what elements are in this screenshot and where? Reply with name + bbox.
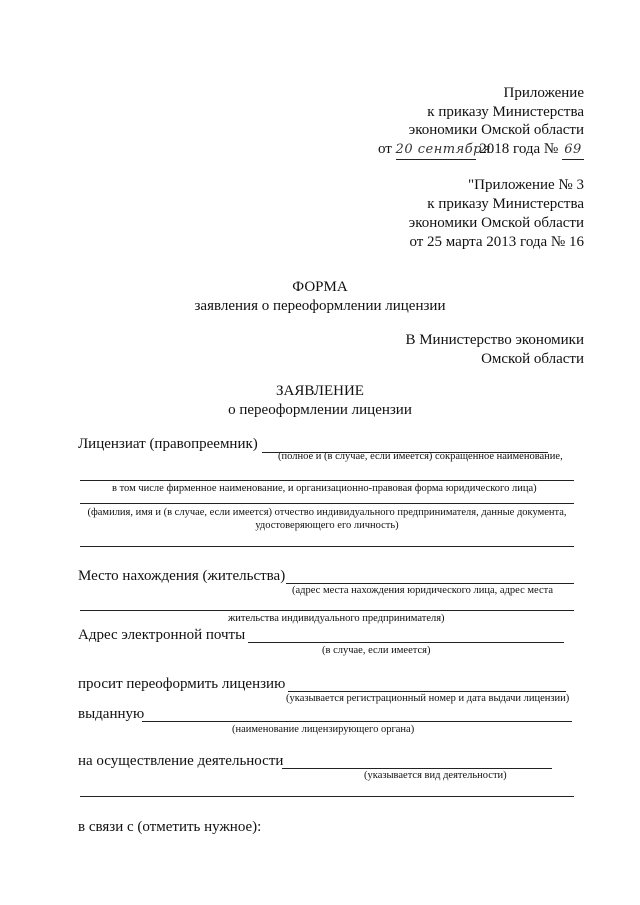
location-label: Место нахождения (жительства) [78,568,286,584]
licensee-input-line-3[interactable] [80,503,574,504]
form-subtitle: заявления о переоформлении лицензии [194,298,446,314]
appendix-block [378,84,584,160]
addressee-line1: В Министерство экономики [405,332,584,348]
email-hint: (в случае, если имеется) [322,645,431,656]
appendix-old-line2: к приказу Министерства [427,196,584,212]
location-input-line-2[interactable] [80,610,574,611]
date-year: 2018 года № [479,140,559,157]
licensee-hint-3: (фамилия, имя и (в случае, если имеется) отчество индивидуального предпринимателя, данные документа, [87,507,567,518]
date-prefix: от [377,140,392,157]
email-input-line[interactable] [248,642,564,643]
form-title-block [0,278,640,316]
licensee-input-line-4[interactable] [80,546,574,547]
statement-title-block [0,382,640,420]
appendix-date [378,140,584,161]
addressee-block [405,331,584,369]
request-label: просит переоформить лицензию [78,676,286,692]
email-label: Адрес электронной почты [78,627,246,643]
request-input-line[interactable] [288,691,566,692]
form-title: ФОРМА [292,279,348,295]
issued-label: выданную [78,706,145,722]
statement-title: ЗАЯВЛЕНИЕ [276,383,364,399]
licensee-hint-2: в том числе фирменное наименование, и организационно-правовая форма юридического лица) [112,483,537,494]
licensee-label: Лицензиат (правопреемник) [78,436,258,452]
appendix-line2: к приказу Министерства [427,103,584,120]
appendix-old-line4: от 25 марта 2013 года № 16 [409,234,584,250]
activity-input-line-2[interactable] [80,796,574,797]
addressee-line2: Омской области [481,351,584,367]
location-hint-2: жительства индивидуального предпринимателя) [228,613,445,624]
activity-hint: (указывается вид деятельности) [364,770,507,781]
licensee-hint-3-block [70,506,584,532]
order-number-handwritten: 69 [562,141,584,161]
licensee-input-line-2[interactable] [80,480,574,481]
statement-subtitle: о переоформлении лицензии [228,402,412,418]
appendix-old-line3: экономики Омской области [408,215,584,231]
appendix-line3: экономики Омской области [408,122,584,138]
issued-hint: (наименование лицензирующего органа) [232,724,415,735]
location-input-line[interactable] [286,583,574,584]
appendix-old-block [409,176,584,252]
licensee-hint-4: удостоверяющего его личность) [255,520,399,531]
appendix-old-line1: "Приложение № 3 [468,177,584,193]
request-hint: (указывается регистрационный номер и дата выдачи лицензии) [286,693,570,704]
date-handwritten: 20 сентября [396,141,476,161]
activity-label: на осуществление деятельности [78,753,284,769]
appendix-line1: Приложение [503,85,584,101]
activity-input-line[interactable] [282,768,552,769]
licensee-hint-1: (полное и (в случае, если имеется) сокращенное наименование, [278,451,563,462]
reason-label: в связи с (отметить нужное): [78,819,262,835]
location-hint-1: (адрес места нахождения юридического лица, адрес места [292,585,553,596]
issued-input-line[interactable] [142,721,572,722]
